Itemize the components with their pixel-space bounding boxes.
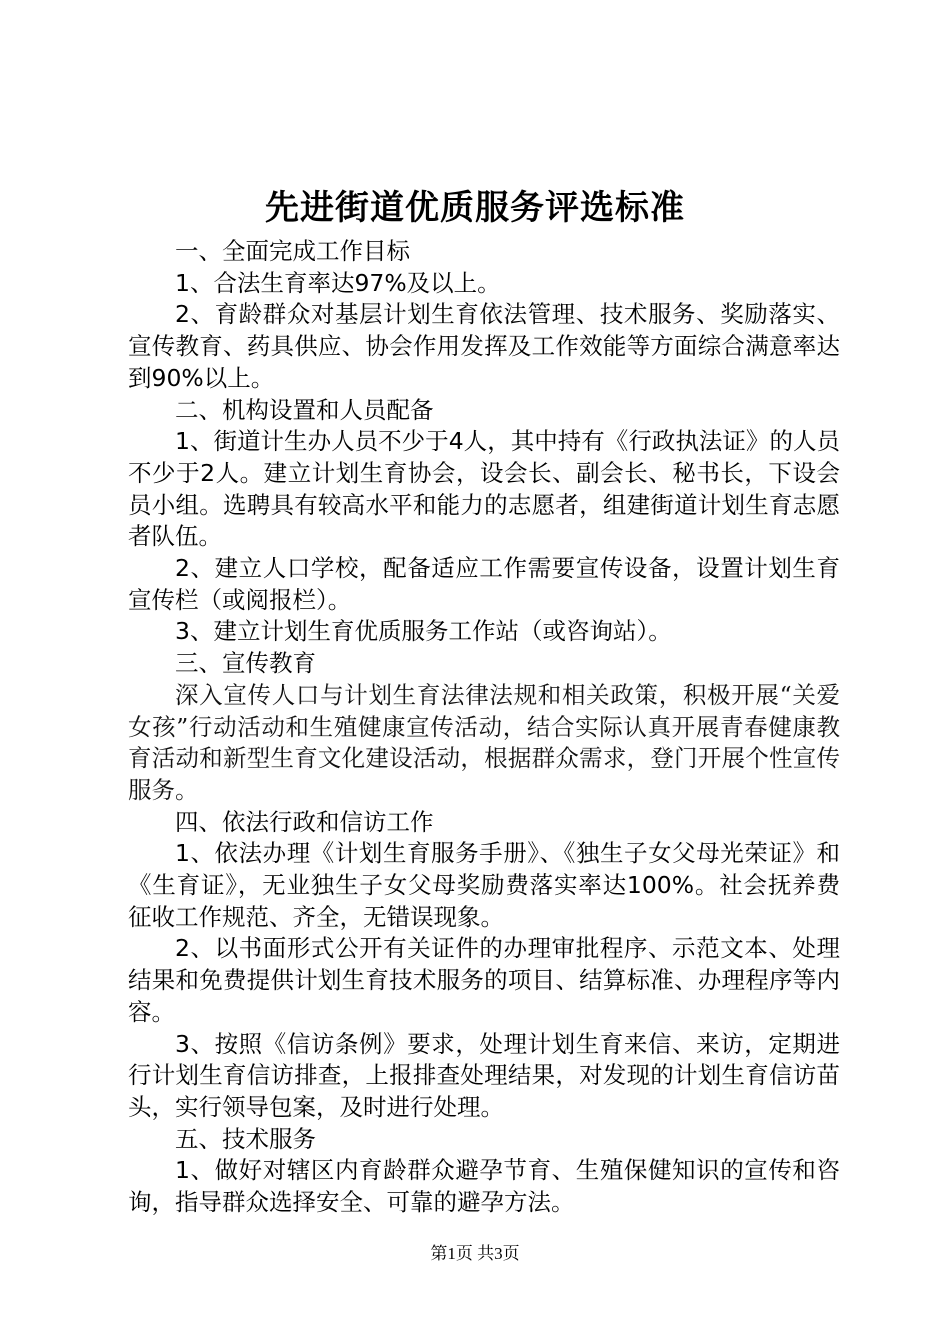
section-heading-technical: 五、技术服务	[175, 1124, 316, 1153]
paragraph-service-station: 3、建立计划生育优质服务工作站（或咨询站）。	[175, 617, 672, 646]
page-footer: 第1页 共3页	[430, 1244, 520, 1263]
paragraph-school: 2、建立人口学校，配备适应工作需要宣传设备，设置计划生育宣传栏（或阅报栏）。	[128, 554, 840, 614]
paragraph-satisfaction: 2、育龄群众对基层计划生育依法管理、技术服务、奖励落实、宣传教育、药具供应、协会作用发挥及工作效能等方面综合满意率达到90%以上。	[128, 300, 840, 392]
paragraph-birth-rate: 1、合法生育率达97%及以上。	[175, 268, 501, 297]
section-heading-publicity: 三、宣传教育	[175, 649, 316, 678]
paragraph-disclosure: 2、以书面形式公开有关证件的办理审批程序、示范文本、处理结果和免费提供计划生育技术服务的项目、结算标准、办理程序等内容。	[128, 934, 840, 1026]
paragraph-publicity: 深入宣传人口与计划生育法律法规和相关政策，积极开展“关爱女孩”行动活动和生殖健康宣传活动，结合实际认真开展青春健康教育活动和新型生育文化建设活动，根据群众需求，登门开展个性宣传服务。	[128, 680, 840, 804]
section-heading-staffing: 二、机构设置和人员配备	[175, 395, 434, 424]
paragraph-contraception: 1、做好对辖区内育龄群众避孕节育、生殖保健知识的宣传和咨询，指导群众选择安全、可靠的避孕方法。	[128, 1156, 840, 1217]
document-body	[128, 236, 840, 1219]
paragraph-petitions: 3、按照《信访条例》要求，处理计划生育来信、来访，定期进行计划生育信访排查，上报排查处理结果，对发现的计划生育信访苗头，实行领导包案，及时进行处理。	[128, 1029, 840, 1121]
paragraph-staff: 1、街道计生办人员不少于4人，其中持有《行政执法证》的人员不少于2人。建立计划生育协会，设会长、副会长、秘书长，下设会员小组。选聘具有较高水平和能力的志愿者，组建街道计划生育志愿者队伍。	[128, 427, 840, 551]
section-heading-goals: 一、全面完成工作目标	[175, 237, 410, 265]
section-heading-administration: 四、依法行政和信访工作	[175, 807, 434, 836]
document-title: 先进街道优质服务评选标准	[265, 188, 685, 228]
paragraph-certificates: 1、依法办理《计划生育服务手册》、《独生子女父母光荣证》和《生育证》，无业独生子女父母奖励费落实率达100%。社会抚养费征收工作规范、齐全，无错误现象。	[128, 839, 840, 931]
